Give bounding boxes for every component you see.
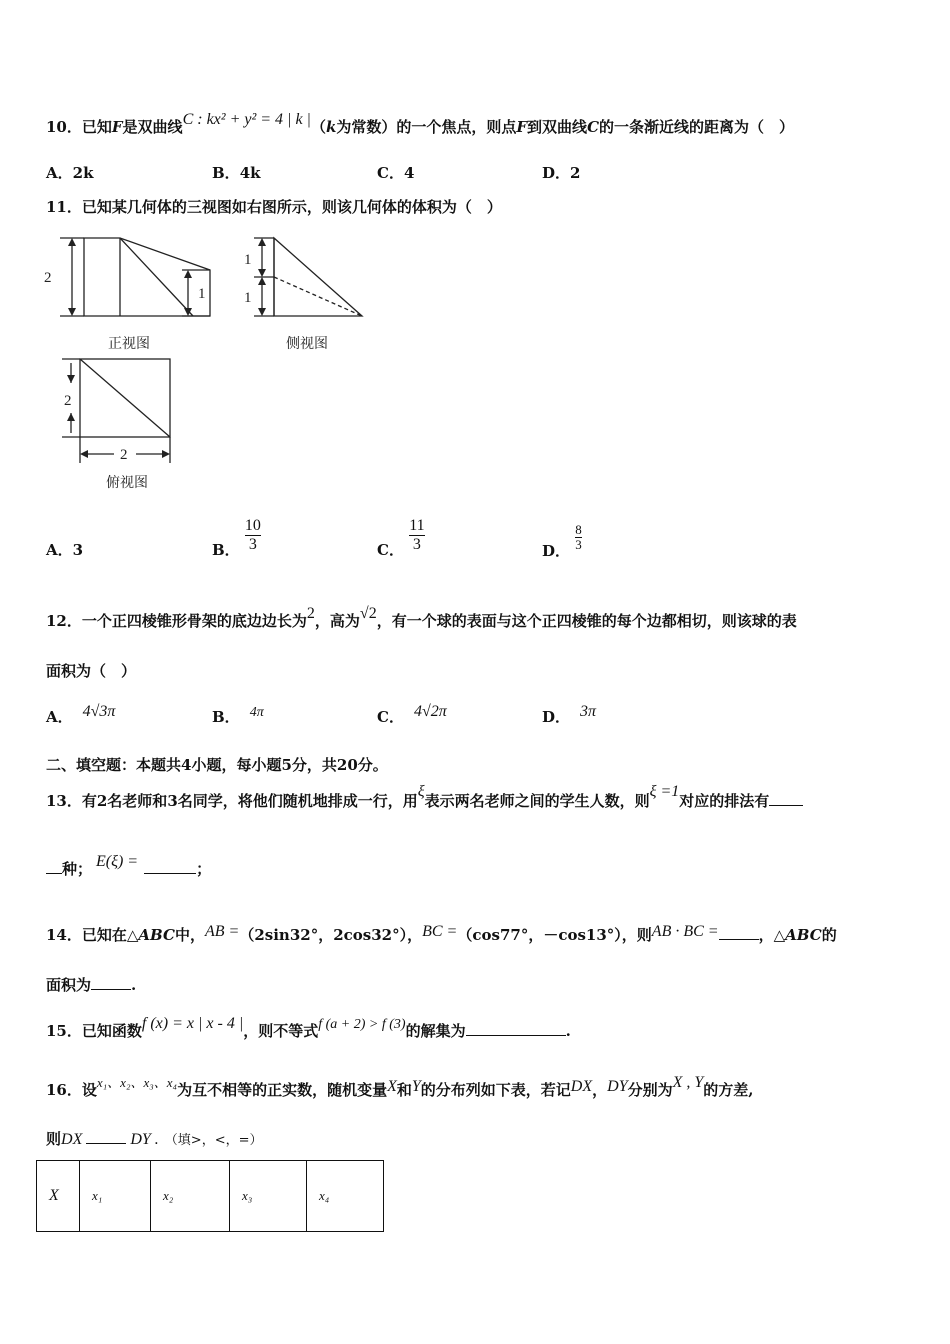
- front-right-height-label: 1: [198, 286, 206, 302]
- q11-three-views-figure: [38, 228, 378, 503]
- table-cell: x₂: [151, 1161, 230, 1232]
- q12-option-b: B． 4π: [212, 705, 264, 726]
- front-view-diagonal: [120, 238, 193, 316]
- top-view-diagonal: [80, 359, 170, 437]
- q12-option-d: D． 3π: [542, 703, 597, 726]
- q14-stem-line1: 14．已知在△ABC中，AB =（2sin32°，2cos32°），BC =（cos77°，－cos13°），则AB · BC = ，△ABC的: [46, 923, 837, 944]
- q11-option-b: B． $\frac{10}{3}$: [212, 517, 261, 559]
- front-view-caption: 正视图: [108, 337, 150, 352]
- section-heading-fill-in: 二、填空题：本题共4小题，每小题5分，共20分。: [46, 756, 388, 774]
- q14-stem-line2: 面积为 .: [46, 976, 137, 994]
- q14-blank-2[interactable]: [91, 975, 131, 990]
- q11-option-d: D． $\frac{8}{3}$: [542, 522, 582, 560]
- q14-blank-1[interactable]: [719, 925, 759, 940]
- q12-option-a: A． 4√3π: [46, 703, 116, 726]
- table-cell: x₁: [80, 1161, 151, 1232]
- top-view-caption: 俯视图: [106, 476, 148, 491]
- q16-stem-line2: 则DX DY . （填>，<，=）: [46, 1130, 263, 1148]
- q10-stem: 10．已知F是双曲线C : kx² + y² = 4 | k |（k为常数）的一个焦点，则点F到双曲线C的一条渐近线的距离为（ ）: [46, 111, 795, 136]
- q11-stem: 11．已知某几何体的三视图如右图所示，则该几何体的体积为（ ）: [46, 198, 502, 216]
- top-width-label: 2: [120, 447, 128, 463]
- q13-blank-1[interactable]: [769, 791, 803, 806]
- q10-option-b: B．4k: [212, 164, 261, 182]
- q11-option-c: C． $\frac{11}{3}$: [377, 517, 425, 559]
- top-height-label: 2: [64, 393, 72, 409]
- q12-stem-line1: 12．一个正四棱锥形骨架的底边边长为2，高为√2，有一个球的表面与这个正四棱锥的每个边都相切，则该球的表: [46, 605, 797, 630]
- table-cell: x₃: [230, 1161, 307, 1232]
- q16-stem-line1: 16．设x₁、x₂、x₃、x₄为互不相等的正实数，随机变量X和Y的分布列如下表，若记DX，DY分别为X , Y的方差,: [46, 1074, 754, 1099]
- q15-blank[interactable]: [466, 1021, 566, 1036]
- side-view-caption: 侧视图: [286, 337, 328, 352]
- front-height-label: 2: [44, 270, 52, 286]
- q13-stem-line2: 种； E(ξ) = ；: [46, 858, 211, 879]
- q12-stem-line2: 面积为（ ）: [46, 662, 137, 680]
- side-bottom-label: 1: [244, 290, 252, 306]
- q13-blank-2[interactable]: [144, 859, 196, 874]
- q10-hyperbola-formula: C : kx² + y² = 4 | k |: [182, 111, 311, 128]
- table-cell: x₄: [307, 1161, 384, 1232]
- side-view-triangle: [274, 238, 362, 316]
- q10-option-a: A．2k: [46, 164, 94, 182]
- q12-option-c: C． 4√2π: [377, 703, 447, 726]
- q11-option-a: A．3: [46, 541, 84, 559]
- q16-distribution-table: [36, 1160, 384, 1232]
- table-cell: X: [37, 1161, 80, 1232]
- q13-stem-line1: 13．有2名老师和3名同学，将他们随机地排成一行，用ξ表示两名老师之间的学生人数，则ξ =1对应的排法有: [46, 790, 803, 811]
- table-row: [37, 1161, 384, 1232]
- side-view-hidden-edge: [274, 277, 362, 316]
- q15-stem: 15．已知函数f (x) = x | x - 4 |，则不等式f (a + 2) > f (3)的解集为 .: [46, 1015, 571, 1040]
- q10-option-c: C．4: [377, 164, 415, 182]
- side-top-label: 1: [244, 252, 252, 268]
- q10-option-d: D．2: [542, 164, 581, 182]
- q16-blank[interactable]: [86, 1129, 126, 1144]
